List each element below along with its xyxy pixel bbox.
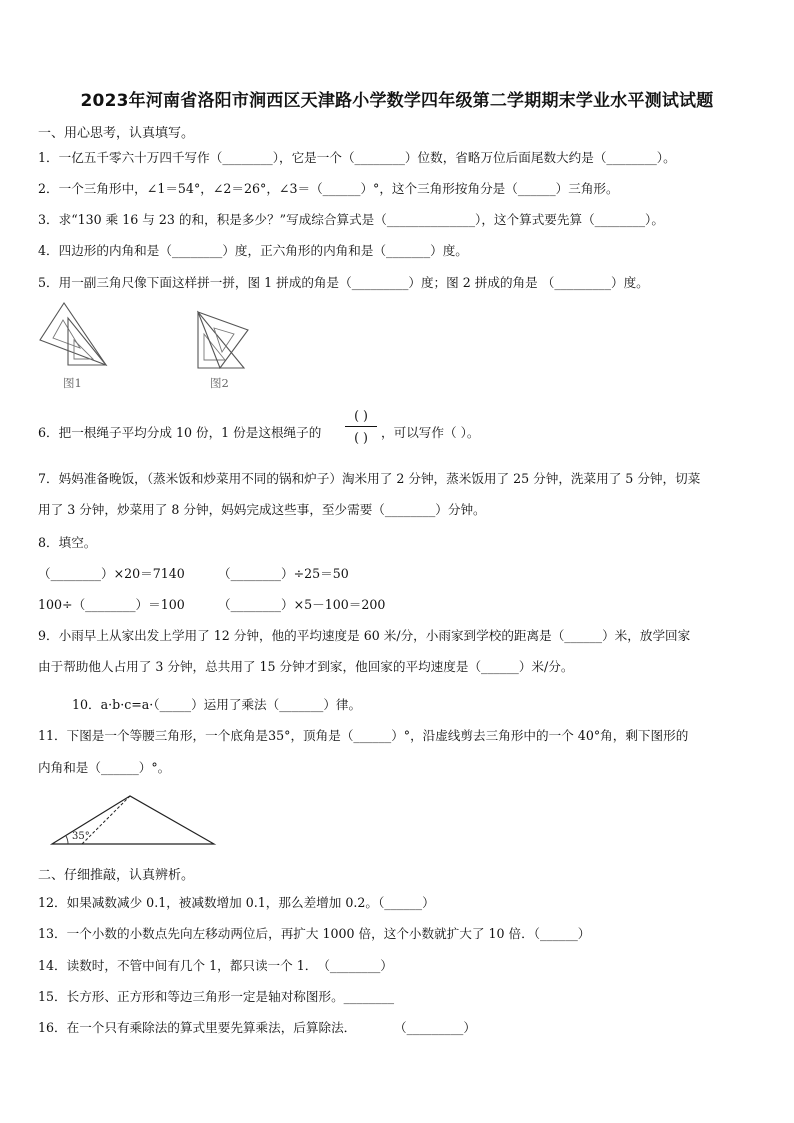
- section-1-heading: 一、用心思考，认真填写。: [38, 126, 195, 141]
- question-10: 10．a·b·c=a·（_____）运用了乘法（_______）律。: [72, 697, 362, 712]
- figure-1-set-squares: [38, 300, 110, 370]
- question-6-tail: ，可以写作（ ）。: [381, 425, 480, 440]
- question-7-line-2: 用了 3 分钟，炒菜用了 8 分钟，妈妈完成这些事，至少需要（________）分钟。: [38, 502, 486, 517]
- isosceles-triangle-figure: [48, 792, 218, 848]
- question-5: 5．用一副三角尺像下面这样拼一拼，图 1 拼成的角是（_________）度；图 2 拼成的角是 （_________）度。: [38, 275, 649, 290]
- question-8-blank-b: （________）÷25＝50: [218, 566, 349, 581]
- question-2: 2．一个三角形中，∠1＝54°，∠2＝26°，∠3＝（______）°，这个三角形按角分是（______）三角形。: [38, 181, 619, 196]
- question-8-blank-d: （________）×5－100＝200: [218, 597, 386, 612]
- question-6-fraction: [345, 407, 377, 446]
- question-8-blank-a: （________）×20＝7140: [38, 566, 185, 581]
- fraction-bar: [345, 426, 377, 427]
- page-title: 2023年河南省洛阳市涧西区天津路小学数学四年级第二学期期末学业水平测试试题: [80, 91, 714, 111]
- question-6-text: 6．把一根绳子平均分成 10 份，1 份是这根绳子的: [38, 425, 322, 440]
- figure-1-caption: 图1: [63, 376, 82, 390]
- question-9-line-2: 由于帮助他人占用了 3 分钟，总共用了 15 分钟才到家，他回家的平均速度是（______）米/分。: [38, 659, 574, 674]
- question-9-line-1: 9．小雨早上从家出发上学用了 12 分钟，他的平均速度是 60 米/分，小雨家到学校的距离是（______）米，放学回家: [38, 628, 691, 643]
- section-2-heading: 二、仔细推敲，认真辨析。: [38, 868, 195, 883]
- question-13: 13．一个小数的小数点先向左移动两位后，再扩大 1000 倍，这个小数就扩大了 10 倍．（______）: [38, 926, 591, 941]
- fraction-numerator: ( ): [354, 408, 368, 423]
- question-1: 1．一亿五千零六十万四千写作（________），它是一个（________）位数，省略万位后面尾数大约是（________）。: [38, 150, 676, 165]
- question-16: 16．在一个只有乘除法的算式里要先算乘法，后算除法． （_________）: [38, 1020, 476, 1035]
- figure-2-set-squares: [192, 308, 252, 370]
- question-8-blank-c: 100÷（________）＝100: [38, 597, 185, 612]
- question-7-line-1: 7．妈妈准备晚饭，（蒸米饭和炒菜用不同的锅和炉子）淘米用了 2 分钟，蒸米饭用了 25 分钟，洗菜用了 5 分钟，切菜: [38, 471, 701, 486]
- question-8: 8．填空。: [38, 535, 97, 550]
- angle-label: 35°: [72, 831, 90, 842]
- question-12: 12．如果减数减少 0.1，被减数增加 0.1，那么差增加 0.2。（______）: [38, 895, 435, 910]
- fraction-denominator: ( ): [354, 430, 368, 445]
- question-11-line-1: 11．下图是一个等腰三角形，一个底角是35°，顶角是（______）°，沿虚线剪去三角形中的一个 40°角，剩下图形的: [38, 728, 689, 743]
- question-4: 4．四边形的内角和是（________）度，正六角形的内角和是（_______）度。: [38, 243, 468, 258]
- figure-2-caption: 图2: [210, 376, 229, 390]
- question-15: 15．长方形、正方形和等边三角形一定是轴对称图形。________: [38, 989, 395, 1004]
- question-11-line-2: 内角和是（______）°。: [38, 760, 171, 775]
- question-3: 3．求“130 乘 16 与 23 的和，积是多少？”写成综合算式是（______________），这个算式要先算（________）。: [38, 212, 664, 227]
- question-14: 14．读数时，不管中间有几个 1，都只读一个 1． （________）: [38, 958, 393, 973]
